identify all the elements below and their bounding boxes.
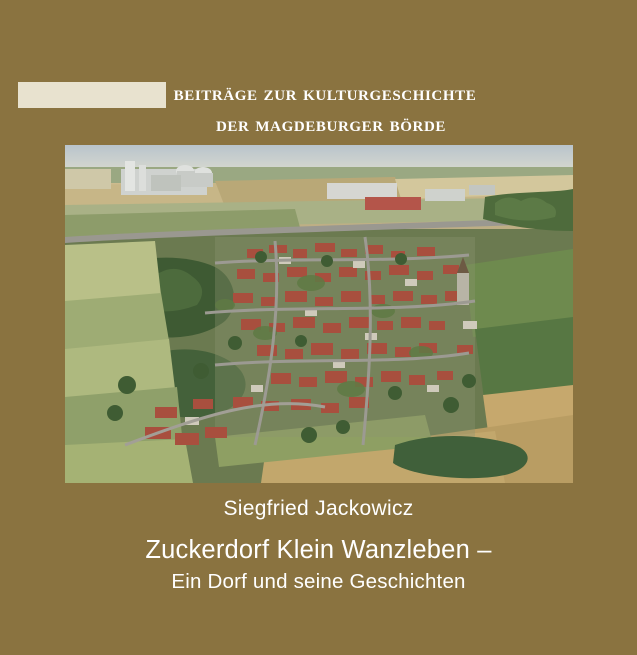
book-main-title: Zuckerdorf Klein Wanzleben –: [145, 536, 492, 564]
book-subtitle: Ein Dorf und seine Geschichten: [171, 570, 466, 593]
author-name: Siegfried Jackowicz: [223, 497, 414, 520]
series-title: [60, 78, 580, 139]
cover-photo: [65, 145, 573, 483]
series-title-line-1: beiträge zur kulturgeschichte: [173, 81, 477, 105]
aerial-photo-illustration: [65, 145, 573, 483]
series-title-line-2: der magdeburger börde: [215, 111, 447, 136]
